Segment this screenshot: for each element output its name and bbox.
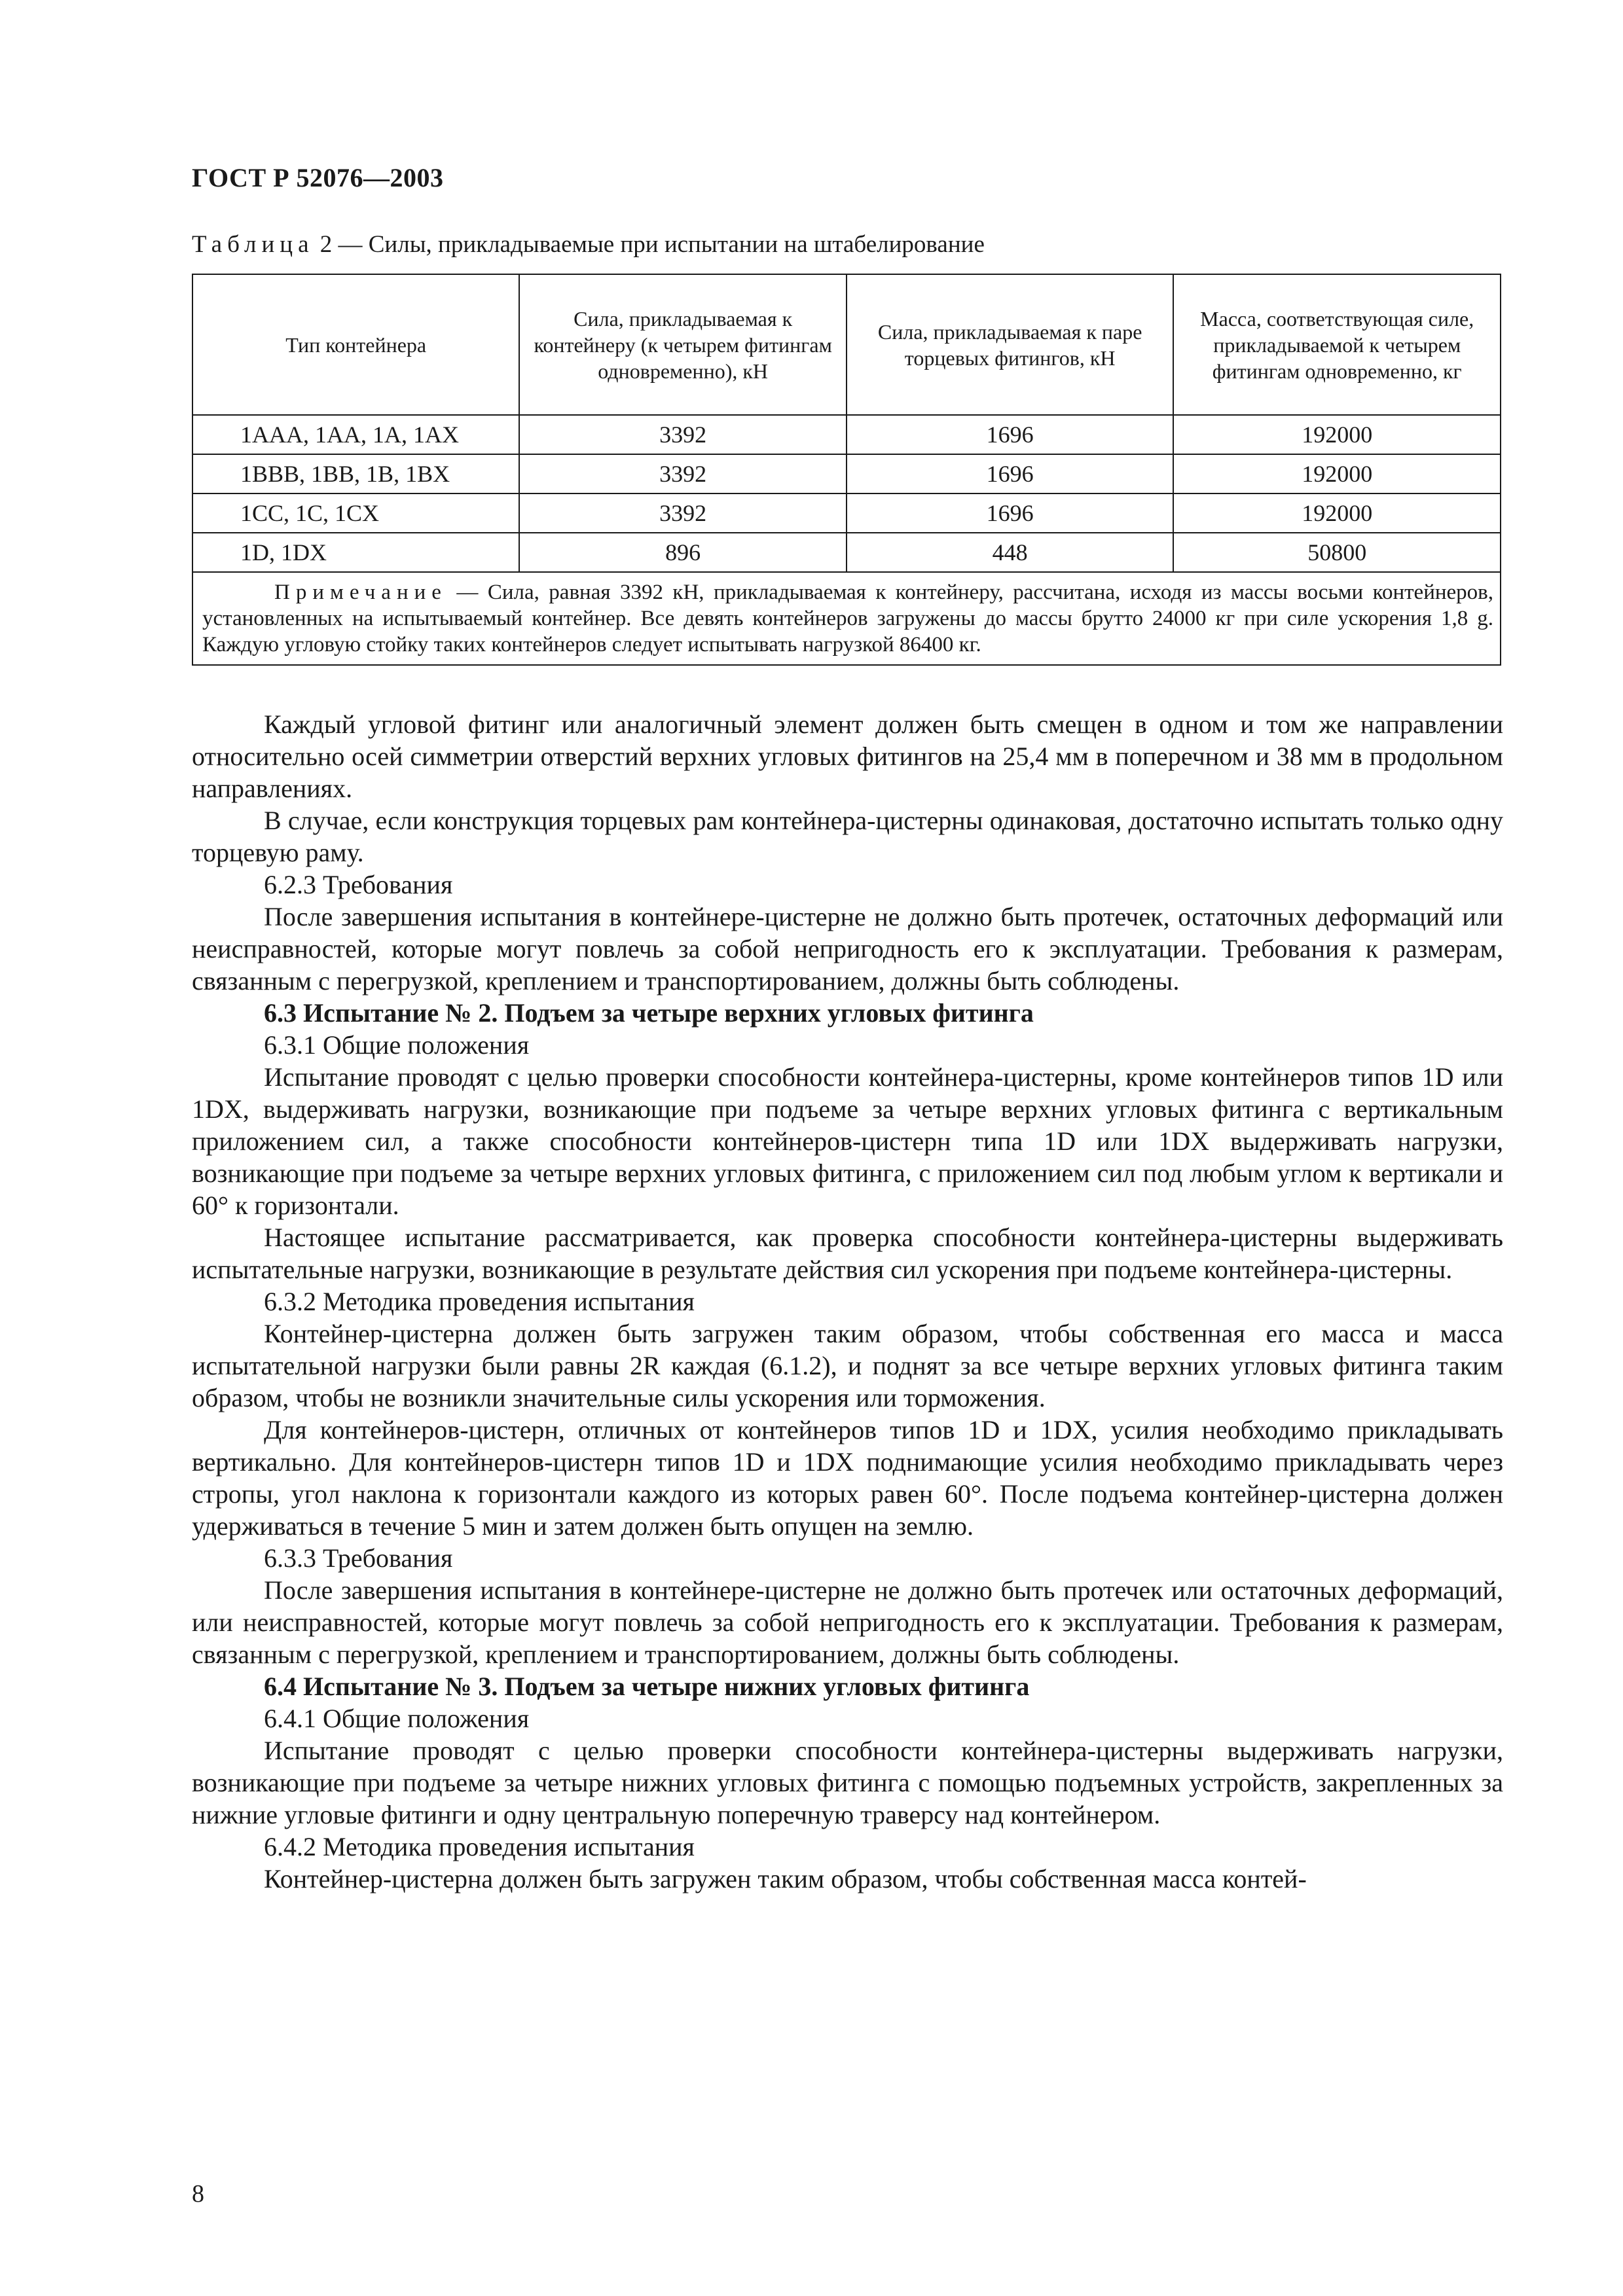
subsection-title: 6.3.3 Требования	[264, 1543, 453, 1573]
table-caption-label: Таблица	[192, 231, 314, 258]
paragraph: Контейнер-цистерна должен быть загружен таким образом, чтобы собственная масса контей-	[264, 1864, 1307, 1893]
subsection-title: 6.3.2 Методика проведения испытания	[264, 1287, 695, 1316]
table-cell: 192000	[1173, 454, 1501, 493]
table-cell: 1CC, 1C, 1CX	[192, 493, 519, 533]
paragraph: В случае, если конструкция торцевых рам контейнера-цистерны одинаковая, достаточно испытать только одну торцевую раму.	[192, 806, 1503, 867]
table-cell: 192000	[1173, 493, 1501, 533]
table-cell: 1AAA, 1AA, 1A, 1AX	[192, 415, 519, 454]
page-number: 8	[192, 2180, 204, 2208]
note-label: Примечание	[274, 581, 447, 604]
paragraph: Для контейнеров-цистерн, отличных от контейнеров типов 1D и 1DX, усилия необходимо прикладывать вертикально. Для контейнеров-цистерн типов 1D и 1DX поднимающие усилия необходимо прикладывать через стропы, угол наклона к горизонтали каждого из которых равен 60°. После подъема контейнер-цистерна должен удерживаться в течение 5 мин и затем должен быть опущен на землю.	[192, 1415, 1503, 1541]
paragraph: Настоящее испытание рассматривается, как проверка способности контейнера-цистерны выдерживать испытательные нагрузки, возникающие в результате действия сил ускорения при подъеме контейнера-цистерны.	[192, 1223, 1503, 1284]
table-cell: 448	[847, 533, 1174, 572]
table-cell: 3392	[519, 415, 847, 454]
table-cell: 3392	[519, 493, 847, 533]
paragraph: Испытание проводят с целью проверки способности контейнера-цистерны выдерживать нагрузки, возникающие при подъеме за четыре нижних угловых фитинга с помощью подъемных устройств, закрепленных за нижние угловые фитинги и одну центральную поперечную траверсу над контейнером.	[192, 1736, 1503, 1829]
table-note-row	[192, 572, 1501, 665]
table-cell: 3392	[519, 454, 847, 493]
column-header: Тип контейнера	[192, 274, 519, 415]
subsection-title: 6.2.3 Требования	[264, 870, 453, 899]
table-cell: 192000	[1173, 415, 1501, 454]
table-cell: 1D, 1DX	[192, 533, 519, 572]
subsection-title: 6.4.2 Методика проведения испытания	[264, 1832, 695, 1861]
table-row	[192, 493, 1501, 533]
table-row	[192, 533, 1501, 572]
paragraph: Испытание проводят с целью проверки способности контейнера-цистерны, кроме контейнеров типов 1D или 1DX, выдерживать нагрузки, возникающие при подъеме за четыре верхних угловых фитинга с вертикальным приложением сил, а также способности контейнеров-цистерн типа 1D или 1DX выдерживать нагрузки, возникающие при подъеме за четыре верхних угловых фитинга, с приложением сил под любым углом к вертикали и 60° к горизонтали.	[192, 1062, 1503, 1220]
table-caption	[192, 230, 985, 259]
table-cell: 1696	[847, 493, 1174, 533]
table-cell: 1696	[847, 415, 1174, 454]
column-header: Сила, прикладываемая к контейнеру (к четырем фитингам одновременно), кН	[519, 274, 847, 415]
paragraph: После завершения испытания в контейнере-цистерне не должно быть протечек, остаточных деформаций или неисправностей, которые могут повлечь за собой непригодность его к эксплуатации. Требования к размерам, связанным с перегрузкой, креплением и транспортированием, должны быть соблюдены.	[192, 902, 1503, 996]
section-heading: 6.3 Испытание № 2. Подъем за четыре верхних угловых фитинга	[264, 998, 1034, 1028]
document-header: ГОСТ Р 52076—2003	[192, 163, 444, 192]
table-row	[192, 454, 1501, 493]
body-text	[192, 708, 1503, 1895]
table-row	[192, 415, 1501, 454]
column-header: Сила, прикладываемая к паре торцевых фитингов, кН	[847, 274, 1174, 415]
subsection-title: 6.4.1 Общие положения	[264, 1704, 530, 1733]
table-cell: 50800	[1173, 533, 1501, 572]
section-heading: 6.4 Испытание № 3. Подъем за четыре нижних угловых фитинга	[264, 1672, 1030, 1701]
paragraph: Каждый угловой фитинг или аналогичный элемент должен быть смещен в одном и том же направлении относительно осей симметрии отверстий верхних угловых фитингов на 25,4 мм в поперечном и 38 мм в продольном направлениях.	[192, 709, 1503, 803]
note-text: — Сила, равная 3392 кН, прикладываемая к контейнеру, рассчитана, исходя из массы восьми контейнеров, установленных на испытываемый контейнер. Все девять контейнеров загружены до массы брутто 24000 кг при силе ускорения 1,8 g. Каждую угловую стойку таких контейнеров следует испытывать нагрузкой 86400 кг.	[202, 581, 1493, 656]
forces-table	[192, 274, 1501, 666]
table-note	[192, 572, 1501, 665]
table-cell: 896	[519, 533, 847, 572]
paragraph: Контейнер-цистерна должен быть загружен таким образом, чтобы собственная его масса и масса испытательной нагрузки были равны 2R каждая (6.1.2), и поднят за все четыре верхних угловых фитинга таким образом, чтобы не возникли значительные силы ускорения или торможения.	[192, 1319, 1503, 1412]
table-cell: 1BBB, 1BB, 1B, 1BX	[192, 454, 519, 493]
column-header: Масса, соответствующая силе, прикладываемой к четырем фитингам одновременно, кг	[1173, 274, 1501, 415]
table-caption-text: 2 — Силы, прикладываемые при испытании на штабелирование	[314, 231, 985, 258]
paragraph: После завершения испытания в контейнере-цистерне не должно быть протечек или остаточных деформаций, или неисправностей, которые могут повлечь за собой непригодность его к эксплуатации. Требования к размерам, связанным с перегрузкой, креплением и транспортированием, должны быть соблюдены.	[192, 1575, 1503, 1669]
table-cell: 1696	[847, 454, 1174, 493]
subsection-title: 6.3.1 Общие положения	[264, 1030, 530, 1060]
table-header-row	[192, 274, 1501, 415]
